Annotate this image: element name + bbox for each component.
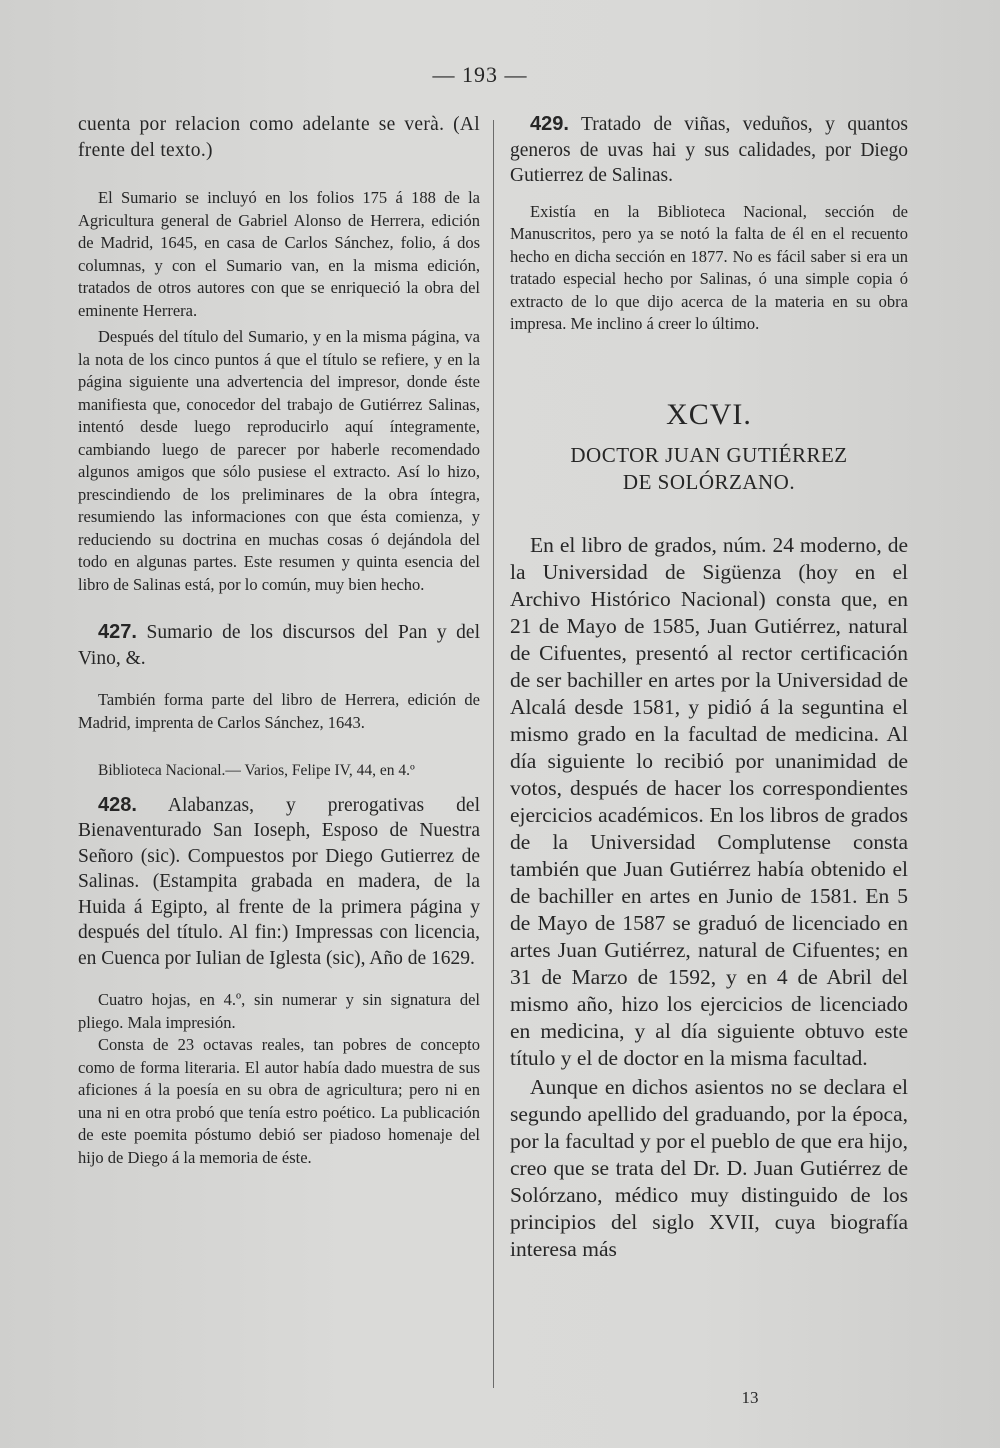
column-divider <box>493 120 494 1388</box>
right-column <box>510 112 908 1263</box>
paragraph-octavas: Consta de 23 octavas reales, tan pobres de concepto como de forma literaria. El autor había dado muestra de sus aficiones á la poesía en su obra de agricultura; pero ni en una ni en otra probó que tenía estro poético. La publicación de este poemita póstumo debió ser piadoso homenaje del hijo de Diego á la memoria de éste. <box>78 1035 480 1167</box>
entry-427 <box>78 620 480 671</box>
paragraph-biography-identification: Aunque en dichos asientos no se declara el segundo apellido del graduando, por la época, por la facultad y por el pueblo de que era hijo, creo que se trata del Dr. D. Juan Gutiérrez de Solórzano, médico muy distinguido de los principios del siglo XVII, cuya biografía interesa más <box>510 1074 908 1261</box>
chapter-number: XCVI. <box>666 397 752 431</box>
paragraph-continuation: cuenta por relacion como adelante se verà. (Al frente del texto.) <box>78 114 480 161</box>
entry-428-number: 428. <box>98 793 137 816</box>
chapter-title-line-2: DE SOLÓRZANO. <box>622 469 796 494</box>
entry-429-title: Tratado de viñas, veduños, y quantos generos de uvas hai y sus calidades, por Diego Gutierrez de Salinas. <box>510 114 908 186</box>
paragraph-herrera-note: También forma parte del libro de Herrera, edición de Madrid, imprenta de Carlos Sánchez, 1643. <box>78 690 480 732</box>
paragraph-biography-records: En el libro de grados, núm. 24 moderno, de la Universidad de Sigüenza (hoy en el Archivo Histórico Nacional) consta que, en 21 de Mayo de 1585, Juan Gutiérrez, natural de Cifuentes, presentó al rector certificación de ser bachiller en artes por la Universidad de Alcalá desde 1581, y pidió á la seguntina el mismo grado en la facultad de medicina. Al día siguiente lo recibió por unanimidad de votos, después de hacer los correspondientes ejercicios académicos. En los libros de grados de la Universidad Complutense consta también que Juan Gutiérrez había obtenido el de bachiller en artes en Junio de 1581. En 5 de Mayo de 1587 se graduó de licenciado en artes Juan Gutiérrez, natural de Cifuentes; en 31 de Marzo de 1592, y en 4 de Abril del mismo año, hizo los ejercicios de licenciado en medicina, y al día siguiente obtuvo este título y el de doctor en la misma facultad. <box>510 532 908 1070</box>
entry-427-number: 427. <box>98 621 137 643</box>
entry-429 <box>510 112 908 189</box>
page-number: — 193 — <box>432 62 528 87</box>
chapter-title-line-1: DOCTOR JUAN GUTIÉRREZ <box>570 442 848 467</box>
entry-429-number: 429. <box>530 113 569 135</box>
paragraph-manuscript-note: Existía en la Biblioteca Nacional, sección de Manuscritos, pero ya se notó la falta de él en el recuento hecho en dicha sección en 1877. No es fácil saber si era un tratado especial hecho por Salinas, ó una simple copia ó extracto de lo que dijo acerca de la materia en su obra impresa. Me inclino á creer lo último. <box>510 201 908 333</box>
library-reference: Biblioteca Nacional.— Varios, Felipe IV, 44, en 4.º <box>98 762 415 779</box>
left-column <box>78 112 480 1169</box>
paragraph-sumario-inclusion: El Sumario se incluyó en los folios 175 á 188 de la Agricultura general de Gabriel Alonso de Herrera, edición de Madrid, 1645, en casa de Carlos Sánchez, folio, á dos columnas, y con el Sumario van, en la misma edición, tratados de otros autores con que se enriqueció la obra del eminente Herrera. <box>78 188 480 320</box>
paragraph-physical-description: Cuatro hojas, en 4.º, sin numerar y sin signatura del pliego. Mala impresión. <box>78 990 480 1032</box>
paragraph-sumario-description: Después del título del Sumario, y en la misma página, va la nota de los cinco puntos á que el título se refiere, y en la página siguiente una advertencia del impresor, donde éste manifiesta que, conocedor del trabajo de Gutiérrez Salinas, intentó desde luego reproducirlo aquí íntegramente, cambiando luego de parecer por haberle recomendado algunos amigos que sólo pusiese el extracto. Así lo hizo, prescindiendo de los preliminares de la obra íntegra, resumiendo las informaciones con que ésta comienza, y reduciendo su doctrina en muchas cosas ó dejándola del todo en algunas partes. Este resumen y quinta esencia del libro de Salinas está, por lo común, muy bien hecho. <box>78 327 480 594</box>
entry-427-title: Sumario de los discursos del Pan y del Vino, &. <box>78 622 481 669</box>
entry-428-title: Alabanzas, y prerogativas del Bienaventurado San Ioseph, Esposo de Nuestra Señoro (sic). Compuestos por Diego Gutierrez de Salinas. (Estampita grabada en madera, de la Huida á Egipto, al frente de la primera página y después del título. Al fin:) Impressas con licencia, en Cuenca por Iulian de Iglesta (sic), Año de 1629. <box>78 794 480 969</box>
signature-mark: 13 <box>741 1388 759 1407</box>
entry-428 <box>78 793 480 972</box>
